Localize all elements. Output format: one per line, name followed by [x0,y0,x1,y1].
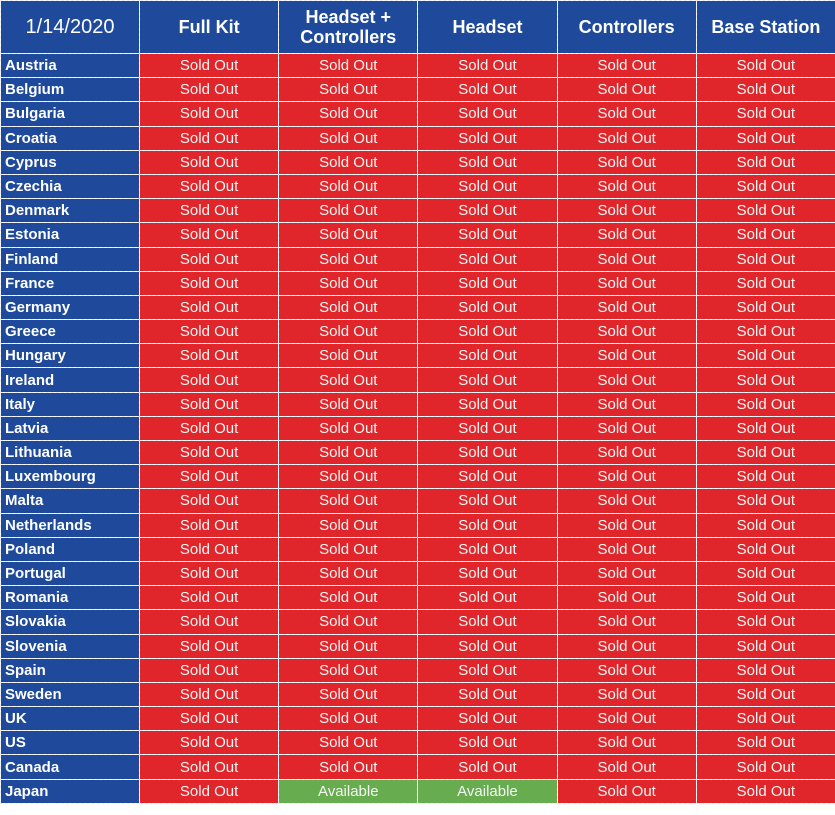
status-cell: Sold Out [696,295,835,319]
country-cell: Finland [1,247,140,271]
country-cell: Luxembourg [1,465,140,489]
status-cell: Available [279,779,418,803]
country-cell: Spain [1,658,140,682]
status-cell: Sold Out [557,489,696,513]
status-cell: Sold Out [557,368,696,392]
column-header-headset: Headset [418,1,557,54]
status-cell: Sold Out [418,561,557,585]
status-cell: Sold Out [696,658,835,682]
table-row [1,54,835,78]
country-cell: Austria [1,54,140,78]
status-cell: Sold Out [696,465,835,489]
table-row [1,441,835,465]
country-cell: Slovakia [1,610,140,634]
status-cell: Sold Out [418,755,557,779]
table-row [1,344,835,368]
status-cell: Sold Out [696,513,835,537]
status-cell: Sold Out [557,513,696,537]
table-row [1,682,835,706]
status-cell: Sold Out [140,199,279,223]
status-cell: Sold Out [557,441,696,465]
status-cell: Sold Out [279,174,418,198]
status-cell: Sold Out [557,537,696,561]
status-cell: Sold Out [696,199,835,223]
table-row [1,561,835,585]
country-cell: Portugal [1,561,140,585]
status-cell: Sold Out [279,368,418,392]
status-cell: Sold Out [418,320,557,344]
status-cell: Sold Out [140,634,279,658]
status-cell: Sold Out [557,634,696,658]
status-cell: Sold Out [696,150,835,174]
status-cell: Sold Out [557,247,696,271]
status-cell: Sold Out [696,392,835,416]
status-cell: Sold Out [140,271,279,295]
status-cell: Sold Out [140,779,279,803]
country-cell: Slovenia [1,634,140,658]
status-cell: Sold Out [140,54,279,78]
status-cell: Sold Out [418,441,557,465]
status-cell: Sold Out [557,586,696,610]
status-cell: Sold Out [279,271,418,295]
status-cell: Sold Out [418,658,557,682]
status-cell: Sold Out [140,658,279,682]
status-cell: Sold Out [418,416,557,440]
status-cell: Sold Out [557,731,696,755]
status-cell: Sold Out [696,707,835,731]
status-cell: Sold Out [279,586,418,610]
table-row [1,586,835,610]
country-cell: Ireland [1,368,140,392]
status-cell: Sold Out [696,344,835,368]
table-row [1,779,835,803]
status-cell: Sold Out [418,392,557,416]
country-cell: Netherlands [1,513,140,537]
table-row [1,174,835,198]
status-cell: Sold Out [279,682,418,706]
status-cell: Sold Out [418,610,557,634]
status-cell: Sold Out [557,102,696,126]
status-cell: Sold Out [140,102,279,126]
status-cell: Sold Out [557,150,696,174]
status-cell: Sold Out [140,489,279,513]
table-row [1,199,835,223]
status-cell: Sold Out [696,54,835,78]
status-cell: Sold Out [418,54,557,78]
table-body [1,54,835,804]
status-cell: Sold Out [279,561,418,585]
status-cell: Sold Out [140,174,279,198]
status-cell: Sold Out [140,295,279,319]
status-cell: Sold Out [557,561,696,585]
status-cell: Sold Out [418,368,557,392]
column-header-full-kit: Full Kit [140,1,279,54]
table-row [1,150,835,174]
status-cell: Sold Out [696,174,835,198]
column-header-base-station: Base Station [696,1,835,54]
status-cell: Sold Out [696,682,835,706]
status-cell: Sold Out [418,102,557,126]
status-cell: Sold Out [279,320,418,344]
status-cell: Sold Out [140,707,279,731]
table-row [1,392,835,416]
status-cell: Sold Out [557,126,696,150]
table-row [1,320,835,344]
status-cell: Sold Out [279,513,418,537]
status-cell: Sold Out [140,755,279,779]
header-row [1,1,835,54]
status-cell: Sold Out [557,344,696,368]
status-cell: Sold Out [140,126,279,150]
table-row [1,465,835,489]
status-cell: Sold Out [696,102,835,126]
country-cell: Greece [1,320,140,344]
status-cell: Sold Out [418,247,557,271]
status-cell: Sold Out [696,586,835,610]
country-cell: Romania [1,586,140,610]
status-cell: Sold Out [557,199,696,223]
status-cell: Sold Out [696,634,835,658]
status-cell: Sold Out [557,271,696,295]
country-cell: Sweden [1,682,140,706]
status-cell: Sold Out [696,416,835,440]
status-cell: Sold Out [140,368,279,392]
status-cell: Sold Out [279,392,418,416]
column-header-headset-controllers: Headset + Controllers [279,1,418,54]
table-row [1,223,835,247]
status-cell: Sold Out [696,561,835,585]
status-cell: Sold Out [696,78,835,102]
status-cell: Sold Out [418,295,557,319]
status-cell: Sold Out [557,610,696,634]
status-cell: Sold Out [418,513,557,537]
status-cell: Sold Out [696,271,835,295]
table-row [1,78,835,102]
country-cell: Poland [1,537,140,561]
status-cell: Sold Out [418,537,557,561]
status-cell: Sold Out [140,465,279,489]
status-cell: Sold Out [279,223,418,247]
status-cell: Sold Out [279,54,418,78]
status-cell: Sold Out [279,489,418,513]
table-row [1,271,835,295]
status-cell: Sold Out [140,561,279,585]
status-cell: Available [418,779,557,803]
status-cell: Sold Out [140,392,279,416]
status-cell: Sold Out [557,295,696,319]
country-cell: Italy [1,392,140,416]
country-cell: US [1,731,140,755]
status-cell: Sold Out [557,320,696,344]
status-cell: Sold Out [140,731,279,755]
status-cell: Sold Out [140,223,279,247]
status-cell: Sold Out [418,344,557,368]
country-cell: Croatia [1,126,140,150]
country-cell: UK [1,707,140,731]
status-cell: Sold Out [418,126,557,150]
country-cell: Hungary [1,344,140,368]
status-cell: Sold Out [557,54,696,78]
status-cell: Sold Out [696,779,835,803]
status-cell: Sold Out [696,755,835,779]
status-cell: Sold Out [696,126,835,150]
status-cell: Sold Out [279,465,418,489]
status-cell: Sold Out [696,731,835,755]
status-cell: Sold Out [418,634,557,658]
country-cell: Bulgaria [1,102,140,126]
status-cell: Sold Out [279,126,418,150]
status-cell: Sold Out [140,610,279,634]
status-cell: Sold Out [696,537,835,561]
status-cell: Sold Out [418,731,557,755]
status-cell: Sold Out [418,682,557,706]
status-cell: Sold Out [557,416,696,440]
table-row [1,102,835,126]
country-cell: Canada [1,755,140,779]
country-cell: Japan [1,779,140,803]
status-cell: Sold Out [557,779,696,803]
status-cell: Sold Out [418,465,557,489]
status-cell: Sold Out [140,78,279,102]
status-cell: Sold Out [696,320,835,344]
table-row [1,658,835,682]
table-row [1,707,835,731]
status-cell: Sold Out [140,513,279,537]
status-cell: Sold Out [557,707,696,731]
status-cell: Sold Out [279,658,418,682]
status-cell: Sold Out [557,658,696,682]
status-cell: Sold Out [140,682,279,706]
status-cell: Sold Out [140,416,279,440]
status-cell: Sold Out [279,755,418,779]
status-cell: Sold Out [696,223,835,247]
table-row [1,247,835,271]
status-cell: Sold Out [140,537,279,561]
country-cell: Cyprus [1,150,140,174]
status-cell: Sold Out [696,610,835,634]
status-cell: Sold Out [279,78,418,102]
status-cell: Sold Out [279,102,418,126]
status-cell: Sold Out [557,682,696,706]
status-cell: Sold Out [279,707,418,731]
status-cell: Sold Out [140,150,279,174]
status-cell: Sold Out [279,247,418,271]
country-cell: Estonia [1,223,140,247]
status-cell: Sold Out [418,271,557,295]
table-row [1,513,835,537]
status-cell: Sold Out [418,199,557,223]
status-cell: Sold Out [140,586,279,610]
status-cell: Sold Out [279,295,418,319]
country-cell: Lithuania [1,441,140,465]
status-cell: Sold Out [418,78,557,102]
status-cell: Sold Out [557,78,696,102]
table-row [1,610,835,634]
country-cell: Denmark [1,199,140,223]
status-cell: Sold Out [279,199,418,223]
table-row [1,489,835,513]
status-cell: Sold Out [418,174,557,198]
country-cell: Czechia [1,174,140,198]
table-row [1,126,835,150]
status-cell: Sold Out [140,247,279,271]
date-header: 1/14/2020 [1,1,140,54]
status-cell: Sold Out [140,320,279,344]
status-cell: Sold Out [696,489,835,513]
status-cell: Sold Out [696,441,835,465]
status-cell: Sold Out [557,174,696,198]
status-cell: Sold Out [279,441,418,465]
status-cell: Sold Out [279,150,418,174]
status-cell: Sold Out [557,392,696,416]
status-cell: Sold Out [279,537,418,561]
status-cell: Sold Out [557,223,696,247]
status-cell: Sold Out [557,465,696,489]
table-row [1,755,835,779]
status-cell: Sold Out [140,344,279,368]
country-cell: Germany [1,295,140,319]
table-row [1,416,835,440]
status-cell: Sold Out [418,707,557,731]
table-row [1,537,835,561]
table-row [1,731,835,755]
status-cell: Sold Out [279,610,418,634]
status-cell: Sold Out [140,441,279,465]
column-header-controllers: Controllers [557,1,696,54]
table-row [1,634,835,658]
status-cell: Sold Out [557,755,696,779]
country-cell: Malta [1,489,140,513]
status-cell: Sold Out [418,586,557,610]
status-cell: Sold Out [696,247,835,271]
table-row [1,368,835,392]
status-cell: Sold Out [418,150,557,174]
country-cell: France [1,271,140,295]
status-cell: Sold Out [696,368,835,392]
status-cell: Sold Out [418,489,557,513]
status-cell: Sold Out [279,634,418,658]
status-cell: Sold Out [418,223,557,247]
country-cell: Latvia [1,416,140,440]
status-cell: Sold Out [279,416,418,440]
country-cell: Belgium [1,78,140,102]
status-cell: Sold Out [279,731,418,755]
status-cell: Sold Out [279,344,418,368]
table-row [1,295,835,319]
